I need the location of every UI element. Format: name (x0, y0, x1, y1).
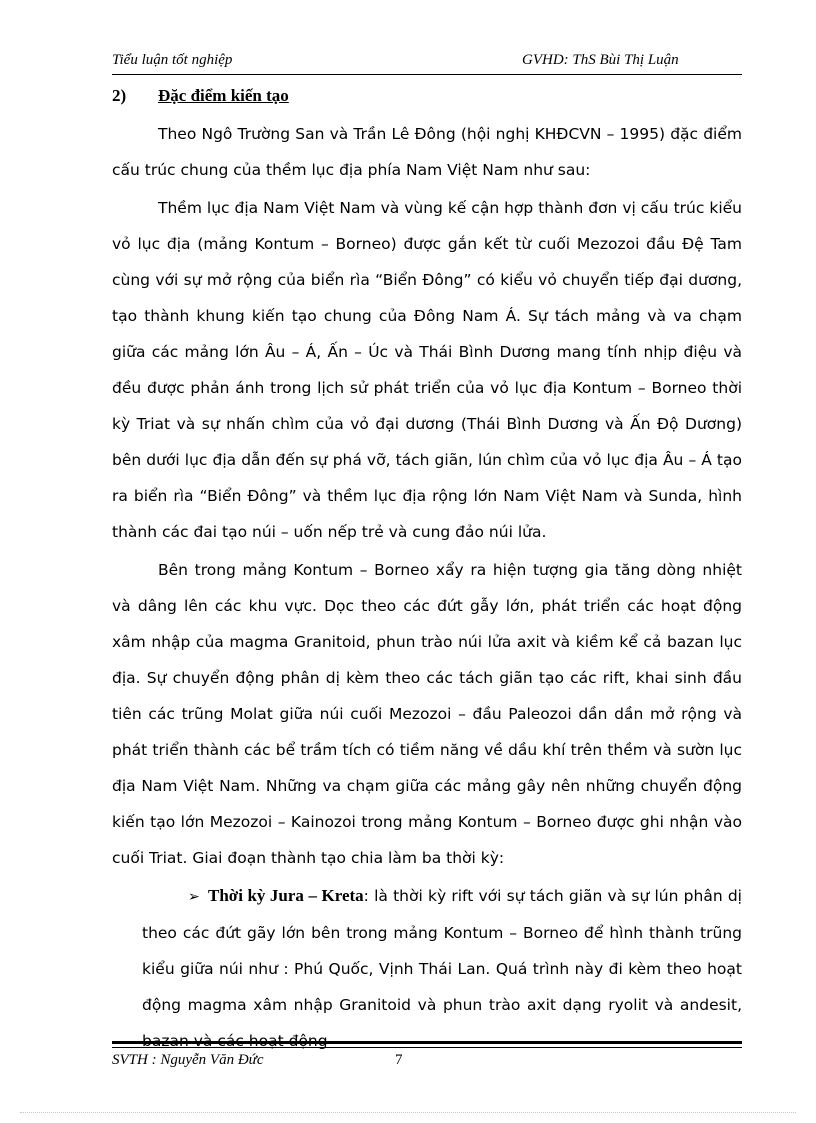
footer-rule-thin (112, 1047, 742, 1048)
section-heading (112, 86, 289, 106)
page-header (112, 52, 742, 76)
page-footer (112, 1052, 742, 1076)
section-title: Đặc điểm kiến tạo (158, 86, 289, 105)
paragraph-2: Thềm lục địa Nam Việt Nam và vùng kế cận hợp thành đơn vị cấu trúc kiểu vỏ lục địa (mảng Kontum – Borneo) được gắn kết từ cuối Mezozoi đầu Đệ Tam cùng với sự mở rộng của biển rìa “Biển Đông” có kiểu vỏ chuyển tiếp đại dương, tạo thành khung kiến tạo chung của Đông Nam Á. Sự tách mảng và va chạm giữa các mảng lớn Âu – Á, Ấn – Úc và Thái Bình Dương mang tính nhịp điệu và đều được phản ánh trong lịch sử phát triển của vỏ lục địa Kontum – Borneo thời kỳ Triat và sự nhấn chìm của vỏ đại dương (Thái Bình Dương và Ấn Độ Dương) bên dưới lục địa dẫn đến sự phá vỡ, tách giãn, lún chìm của vỏ lục địa Âu – Á tạo ra biển rìa “Biển Đông” và thềm lục địa rộng lớn Nam Việt Nam và Sunda, hình thành các đai tạo núi – uốn nếp trẻ và cung đảo núi lửa. (112, 199, 742, 541)
body-text (112, 116, 742, 1059)
arrow-bullet-icon: ➢ (188, 889, 200, 905)
page-bottom-border (20, 1112, 796, 1113)
header-thesis-title: Tiểu luận tốt nghiệp (112, 52, 233, 68)
header-advisor: GVHD: ThS Bùi Thị Luận (522, 52, 679, 68)
bullet-lead: Thời kỳ Jura – Kreta (208, 886, 364, 905)
paragraph-3: Bên trong mảng Kontum – Borneo xẩy ra hiện tượng gia tăng dòng nhiệt và dâng lên các khu vực. Dọc theo các đứt gẫy lớn, phát triển các hoạt động xâm nhập của magma Granitoid, phun trào núi lửa axit và kiềm kể cả bazan lục địa. Sự chuyển động phân dị kèm theo các tách giãn tạo các rift, khai sinh đầu tiên các trũng Molat giữa núi cuối Mezozoi – đầu Paleozoi dần dần mở rộng và phát triển thành các bể trầm tích có tiềm năng về dầu khí trên thềm và sườn lục địa Nam Việt Nam. Những va chạm giữa các mảng gây nên những chuyển động kiến tạo lớn Mezozoi – Kainozoi trong mảng Kontum – Borneo được ghi nhận vào cuối Triat. Giai đoạn thành tạo chia làm ba thời kỳ: (112, 561, 742, 867)
bullet-text: : là thời kỳ rift với sự tách giãn và sự lún phân dị theo các đứt gãy lớn bên trong mảng Kontum – Borneo để hình thành trũng kiểu giữa núi như : Phú Quốc, Vịnh Thái Lan. Quá trình này đi kèm theo hoạt động magma xâm nhập Granitoid và phun trào axit dạng ryolit và andesit, (142, 887, 742, 1014)
paragraph-1: Theo Ngô Trường San và Trần Lê Đông (hội nghị KHĐCVN – 1995) đặc điểm cấu trúc chung của thềm lục địa phía Nam Việt Nam như sau: (112, 125, 742, 179)
footer-author: SVTH : Nguyễn Văn Đức (112, 1052, 264, 1068)
section-number: 2) (112, 86, 127, 105)
footer-rule-thick (112, 1041, 742, 1044)
header-rule (112, 74, 742, 75)
page-number: 7 (395, 1052, 403, 1068)
bullet-item (112, 878, 742, 1059)
